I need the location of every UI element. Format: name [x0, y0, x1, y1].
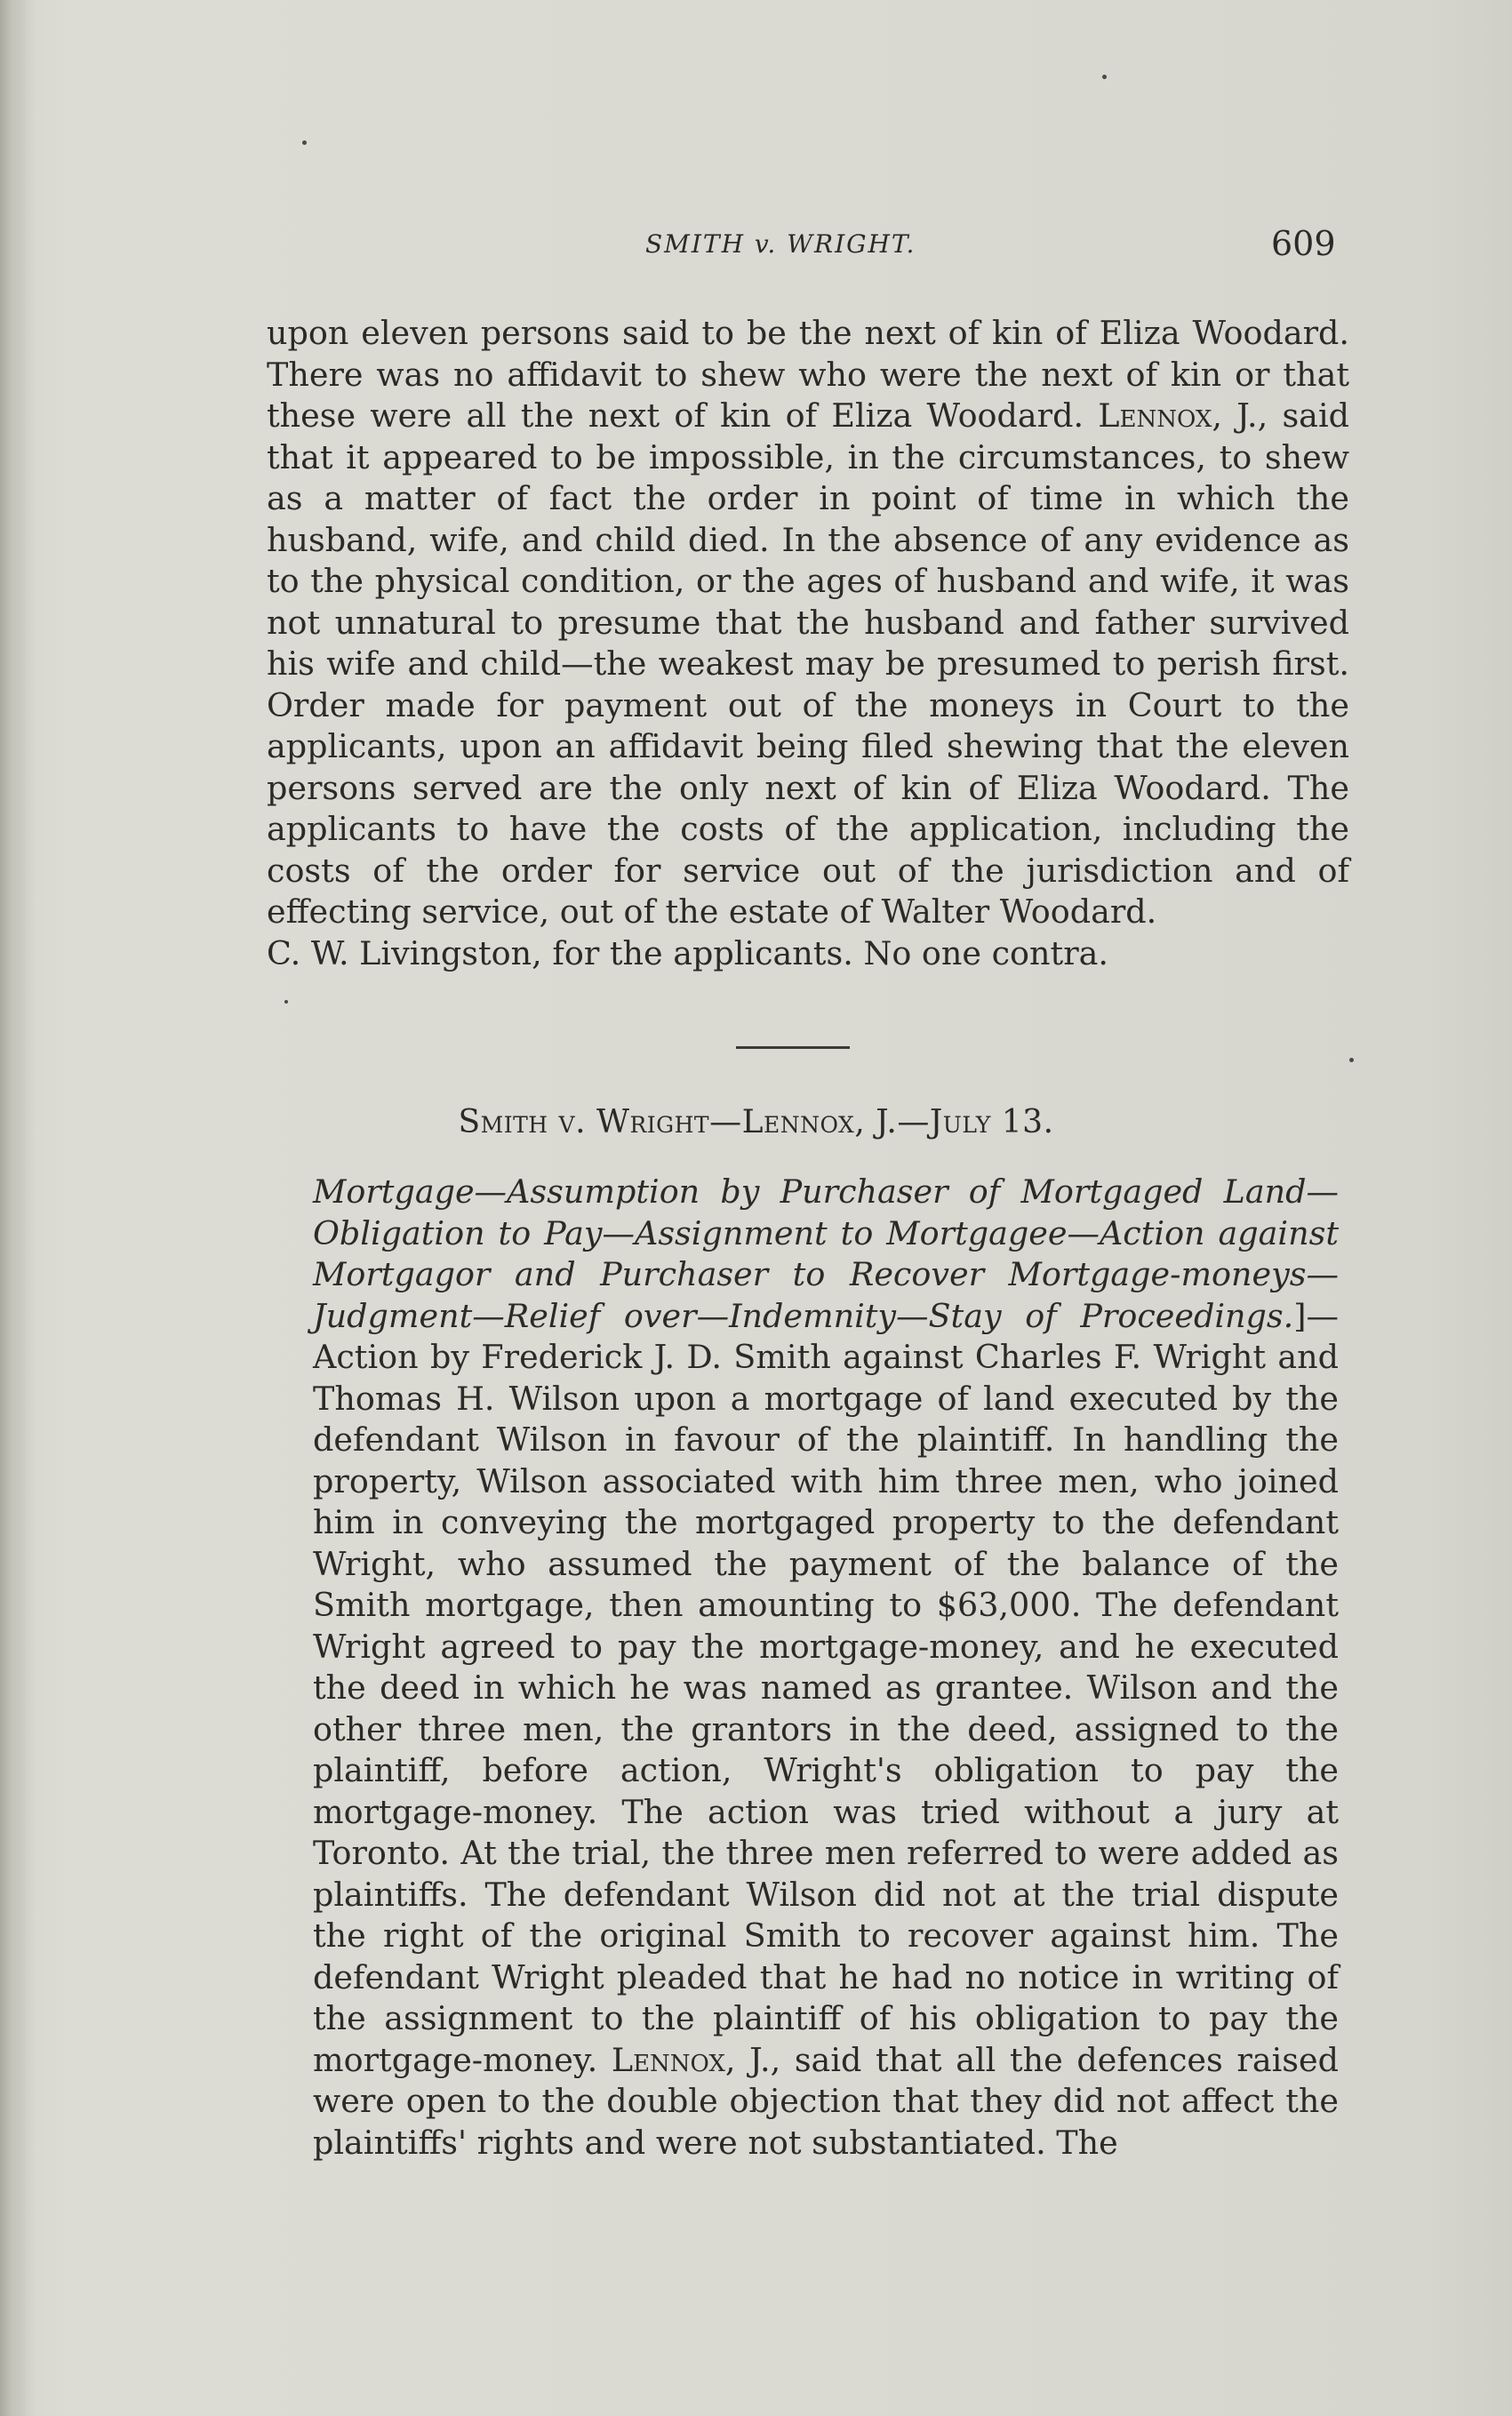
binding-gutter — [0, 0, 36, 2416]
case-report-paragraph — [256, 1172, 1339, 2164]
paragraph-text: ]—Action by Frederick J. D. Smith against Charles F. Wright and Thomas H. Wilson upon a mortgage of land executed by the defendant Wilson in favour of the plaintiff. In handling the property, Wilson associated with him three men, who joined him in conveying the mortgaged property to the defendant Wright, who assumed the payment of the balance of the Smith mortgage, then amounting to $63,000. The defendant Wright agreed to pay the mortgage-money, and he executed the deed in which he was named as grantee. Wilson and the other three men, the grantors in the deed, assigned to the plaintiff, before action, Wright's obligation to pay the mortgage-money. The action was tried without a jury at Toronto. At the trial, the three men referred to were added as plaintiffs. The defendant Wilson did not at the trial dispute the right of the original Smith to recover against him. The defendant Wright pleaded that he had no notice in writing of the assignment to the plaintiff of his obligation to pay the mortgage-money. — [313, 1296, 1339, 2079]
case-heading: Smith v. Wright—Lennox, J.—July 13. — [458, 1104, 1054, 1140]
running-title: SMITH v. WRIGHT. — [645, 229, 916, 259]
continuation-paragraph — [267, 313, 1349, 974]
paragraph-text: upon eleven persons said to be the next of kin of Eliza Woodard. There was no affidavit to shew who were the next of kin or that these were all the next of kin of Eliza Woodard. — [267, 314, 1349, 435]
headnote: Mortgage—Assumption by Purchaser of Mortgaged Land—Obligation to Pay—Assignment to Mortgagee—Action against Mortgagor and Purchaser to Recover Mortgage-moneys—Judgment—Relief over—Indemnity—Stay of Proceedings. — [313, 1172, 1339, 1335]
ink-speck — [1349, 1058, 1354, 1062]
running-head — [0, 224, 1512, 277]
paragraph-body — [256, 1172, 1339, 2164]
ink-speck — [302, 140, 307, 145]
counsel-line: C. W. Livingston, for the applicants. No one contra. — [267, 933, 1109, 972]
ink-speck — [1102, 75, 1107, 79]
paragraph-body — [267, 313, 1349, 974]
judge-name: Lennox, J. — [1098, 396, 1258, 435]
ink-speck — [284, 1000, 288, 1004]
paragraph-text-continued: , said that all the defences raised were open to the double objection that they did not affect the plaintiffs' rights and were not substantiated. The — [313, 2040, 1339, 2162]
paragraph-text-continued: , said that it appeared to be impossible, in the circumstances, to shew as a matter of fact the order in point of time in which the husband, wife, and child died. In the absence of any evidence as to the physical condition, or the ages of husband and wife, it was not unnatural to presume that the husband and father survived his wife and child—the weakest may be presumed to perish first. Order made for payment out of the moneys in Court to the applicants, upon an affidavit being filed shewing that the eleven persons served are the only next of kin of Eliza Woodard. The applicants to have the costs of the application, including the costs of the order for service out of the jurisdiction and of effecting service, out of the estate of Walter Woodard. — [267, 396, 1349, 931]
judge-name: Lennox, J. — [611, 2040, 771, 2079]
section-divider — [736, 1046, 850, 1049]
page-number: 609 — [1271, 224, 1336, 263]
